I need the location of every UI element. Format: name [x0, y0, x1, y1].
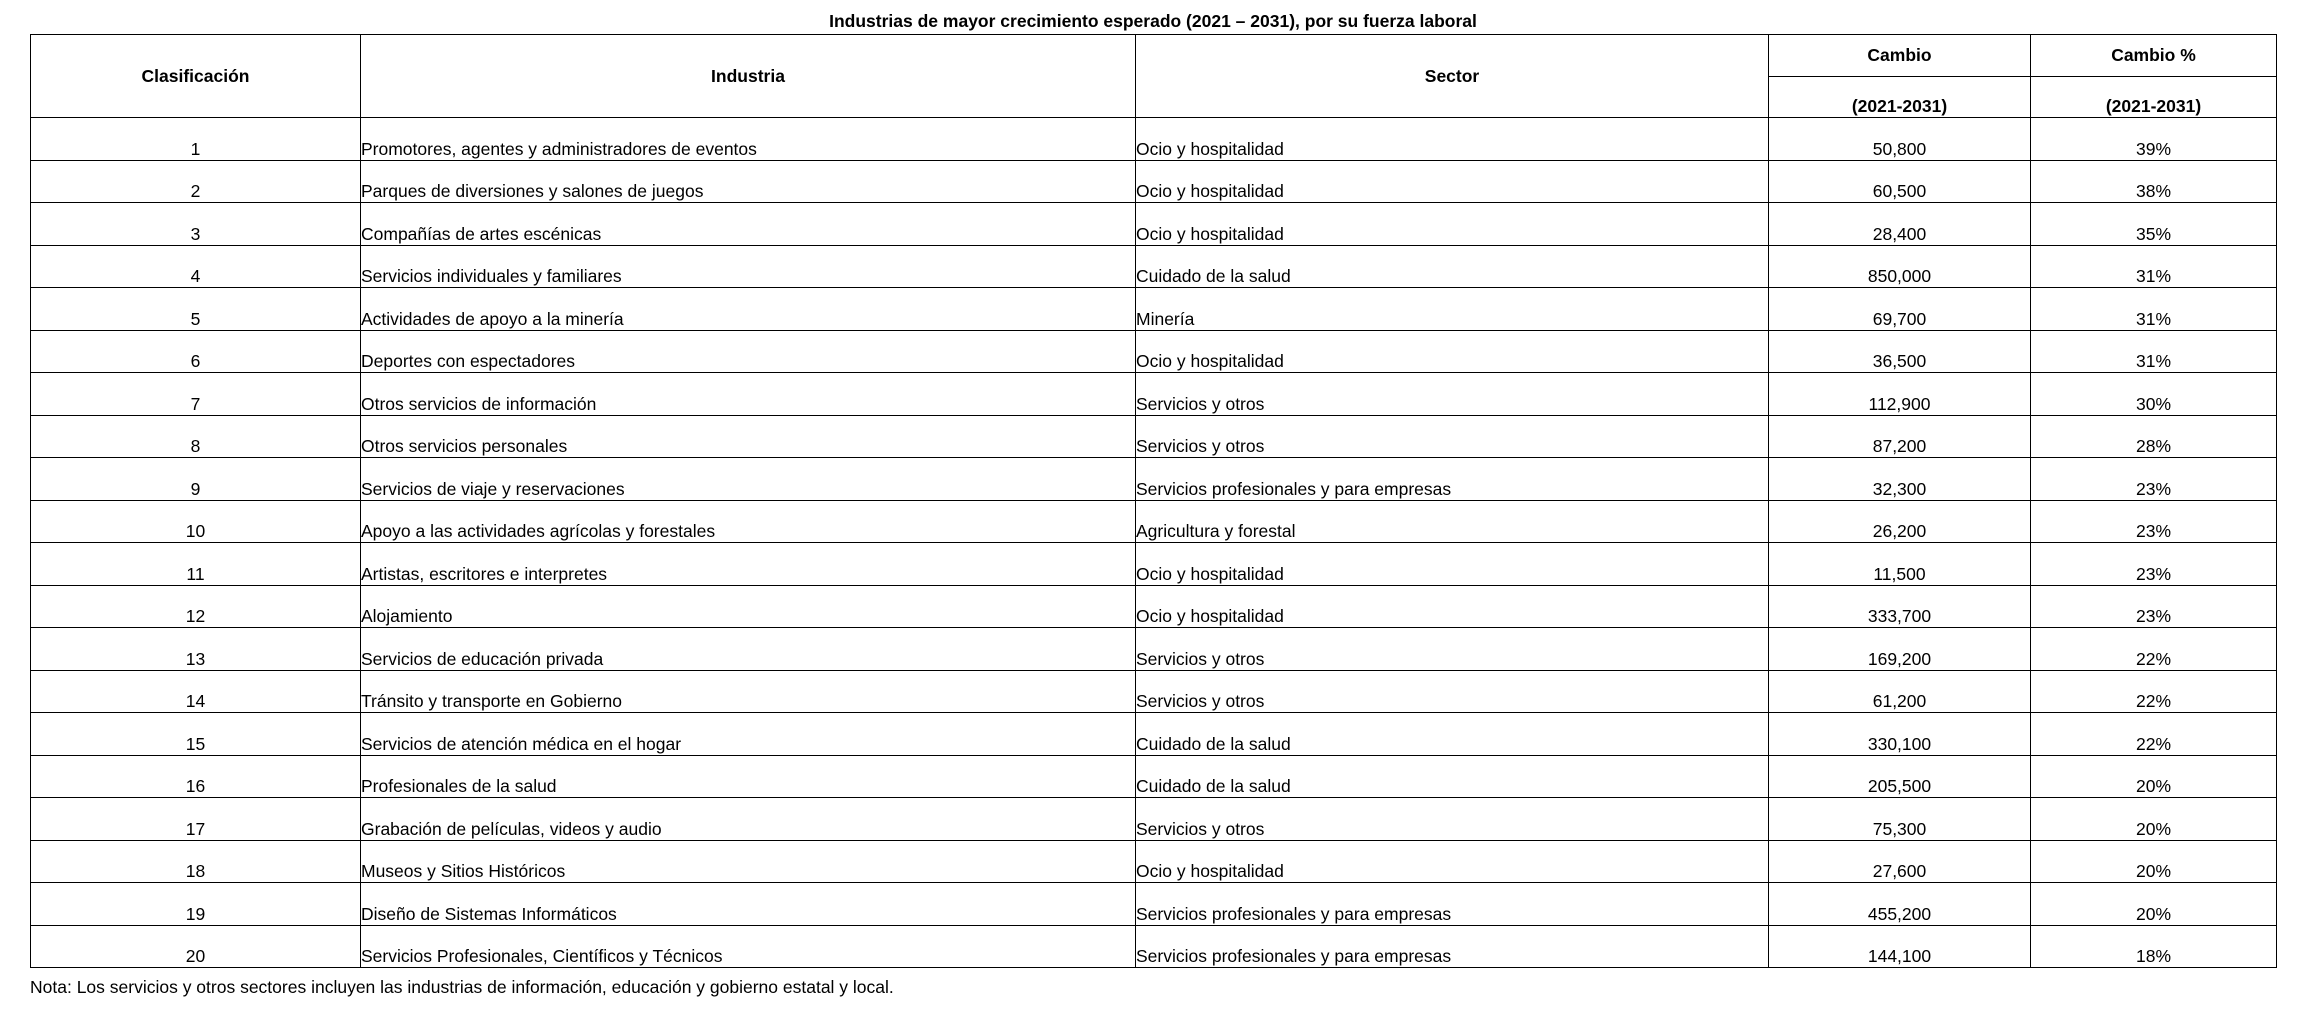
industry-cell: Parques de diversiones y salones de juegos [361, 160, 1136, 203]
change-pct-cell: 18% [2031, 925, 2277, 968]
header-sector: Sector [1136, 35, 1769, 118]
change-cell: 60,500 [1769, 160, 2031, 203]
header-change-pct: Cambio % [2031, 35, 2277, 77]
change-cell: 205,500 [1769, 755, 2031, 798]
industry-cell: Actividades de apoyo a la minería [361, 288, 1136, 331]
table-row [31, 245, 2277, 288]
change-pct-cell: 38% [2031, 160, 2277, 203]
sector-cell: Ocio y hospitalidad [1136, 840, 1769, 883]
industry-cell: Servicios de viaje y reservaciones [361, 458, 1136, 501]
rank-cell: 5 [31, 288, 361, 331]
industry-cell: Deportes con espectadores [361, 330, 1136, 373]
header-change: Cambio [1769, 35, 2031, 77]
footnote: Nota: Los servicios y otros sectores incluyen las industrias de información, educación y gobierno estatal y local. [30, 977, 894, 997]
change-pct-cell: 23% [2031, 585, 2277, 628]
industry-cell: Alojamiento [361, 585, 1136, 628]
table-row [31, 798, 2277, 841]
table-row [31, 925, 2277, 968]
sector-cell: Ocio y hospitalidad [1136, 118, 1769, 161]
rank-cell: 20 [31, 925, 361, 968]
table-body [31, 118, 2277, 968]
header-change-pct-years: (2021-2031) [2031, 76, 2277, 118]
table-row [31, 883, 2277, 926]
change-cell: 36,500 [1769, 330, 2031, 373]
change-cell: 87,200 [1769, 415, 2031, 458]
rank-cell: 12 [31, 585, 361, 628]
sector-cell: Servicios profesionales y para empresas [1136, 925, 1769, 968]
sector-cell: Cuidado de la salud [1136, 245, 1769, 288]
sector-cell: Servicios y otros [1136, 415, 1769, 458]
change-cell: 75,300 [1769, 798, 2031, 841]
change-pct-cell: 23% [2031, 543, 2277, 586]
sector-cell: Servicios profesionales y para empresas [1136, 458, 1769, 501]
header-change-years: (2021-2031) [1769, 76, 2031, 118]
change-cell: 69,700 [1769, 288, 2031, 331]
change-pct-cell: 22% [2031, 713, 2277, 756]
industry-cell: Servicios de educación privada [361, 628, 1136, 671]
industry-cell: Diseño de Sistemas Informáticos [361, 883, 1136, 926]
change-cell: 26,200 [1769, 500, 2031, 543]
table-row [31, 585, 2277, 628]
sector-cell: Cuidado de la salud [1136, 713, 1769, 756]
rank-cell: 10 [31, 500, 361, 543]
change-pct-cell: 20% [2031, 840, 2277, 883]
change-pct-cell: 31% [2031, 288, 2277, 331]
rank-cell: 19 [31, 883, 361, 926]
industry-cell: Servicios individuales y familiares [361, 245, 1136, 288]
rank-cell: 13 [31, 628, 361, 671]
change-cell: 169,200 [1769, 628, 2031, 671]
change-pct-cell: 23% [2031, 458, 2277, 501]
change-cell: 11,500 [1769, 543, 2031, 586]
rank-cell: 1 [31, 118, 361, 161]
industry-cell: Otros servicios personales [361, 415, 1136, 458]
rank-cell: 17 [31, 798, 361, 841]
change-pct-cell: 23% [2031, 500, 2277, 543]
rank-cell: 8 [31, 415, 361, 458]
table-header [31, 35, 2277, 118]
rank-cell: 6 [31, 330, 361, 373]
table-row [31, 373, 2277, 416]
industry-cell: Servicios de atención médica en el hogar [361, 713, 1136, 756]
rank-cell: 7 [31, 373, 361, 416]
industry-cell: Grabación de películas, videos y audio [361, 798, 1136, 841]
rank-cell: 2 [31, 160, 361, 203]
change-pct-cell: 22% [2031, 670, 2277, 713]
industry-cell: Museos y Sitios Históricos [361, 840, 1136, 883]
table-row [31, 713, 2277, 756]
change-pct-cell: 20% [2031, 883, 2277, 926]
industry-cell: Otros servicios de información [361, 373, 1136, 416]
rank-cell: 11 [31, 543, 361, 586]
rank-cell: 14 [31, 670, 361, 713]
change-pct-cell: 20% [2031, 755, 2277, 798]
change-cell: 330,100 [1769, 713, 2031, 756]
table-row [31, 543, 2277, 586]
sector-cell: Servicios y otros [1136, 798, 1769, 841]
table-row [31, 118, 2277, 161]
growth-table [30, 34, 2277, 968]
change-cell: 28,400 [1769, 203, 2031, 246]
change-cell: 112,900 [1769, 373, 2031, 416]
rank-cell: 16 [31, 755, 361, 798]
sector-cell: Ocio y hospitalidad [1136, 203, 1769, 246]
sector-cell: Minería [1136, 288, 1769, 331]
change-pct-cell: 31% [2031, 245, 2277, 288]
header-industry: Industria [361, 35, 1136, 118]
table-row [31, 840, 2277, 883]
change-pct-cell: 39% [2031, 118, 2277, 161]
table-row [31, 458, 2277, 501]
table-row [31, 203, 2277, 246]
table-row [31, 500, 2277, 543]
change-cell: 455,200 [1769, 883, 2031, 926]
change-pct-cell: 28% [2031, 415, 2277, 458]
industry-cell: Tránsito y transporte en Gobierno [361, 670, 1136, 713]
header-rank: Clasificación [31, 35, 361, 118]
change-cell: 61,200 [1769, 670, 2031, 713]
change-cell: 50,800 [1769, 118, 2031, 161]
change-pct-cell: 22% [2031, 628, 2277, 671]
sector-cell: Ocio y hospitalidad [1136, 330, 1769, 373]
industry-cell: Compañías de artes escénicas [361, 203, 1136, 246]
table-row [31, 415, 2277, 458]
table-row [31, 628, 2277, 671]
table-title: Industrias de mayor crecimiento esperado (2021 – 2031), por su fuerza laboral [829, 11, 1477, 31]
industry-cell: Profesionales de la salud [361, 755, 1136, 798]
change-pct-cell: 30% [2031, 373, 2277, 416]
sector-cell: Cuidado de la salud [1136, 755, 1769, 798]
change-cell: 27,600 [1769, 840, 2031, 883]
rank-cell: 3 [31, 203, 361, 246]
sector-cell: Ocio y hospitalidad [1136, 543, 1769, 586]
table-row [31, 330, 2277, 373]
industry-cell: Promotores, agentes y administradores de eventos [361, 118, 1136, 161]
change-cell: 144,100 [1769, 925, 2031, 968]
sector-cell: Ocio y hospitalidad [1136, 160, 1769, 203]
sector-cell: Agricultura y forestal [1136, 500, 1769, 543]
change-cell: 850,000 [1769, 245, 2031, 288]
table-row [31, 288, 2277, 331]
industry-cell: Servicios Profesionales, Científicos y Técnicos [361, 925, 1136, 968]
rank-cell: 15 [31, 713, 361, 756]
table-row [31, 160, 2277, 203]
table-row [31, 670, 2277, 713]
change-pct-cell: 35% [2031, 203, 2277, 246]
change-cell: 333,700 [1769, 585, 2031, 628]
rank-cell: 4 [31, 245, 361, 288]
sector-cell: Servicios y otros [1136, 373, 1769, 416]
change-pct-cell: 20% [2031, 798, 2277, 841]
table-row [31, 755, 2277, 798]
sector-cell: Servicios profesionales y para empresas [1136, 883, 1769, 926]
industry-cell: Artistas, escritores e interpretes [361, 543, 1136, 586]
change-pct-cell: 31% [2031, 330, 2277, 373]
industry-cell: Apoyo a las actividades agrícolas y forestales [361, 500, 1136, 543]
sector-cell: Servicios y otros [1136, 670, 1769, 713]
rank-cell: 18 [31, 840, 361, 883]
change-cell: 32,300 [1769, 458, 2031, 501]
sector-cell: Ocio y hospitalidad [1136, 585, 1769, 628]
sector-cell: Servicios y otros [1136, 628, 1769, 671]
rank-cell: 9 [31, 458, 361, 501]
